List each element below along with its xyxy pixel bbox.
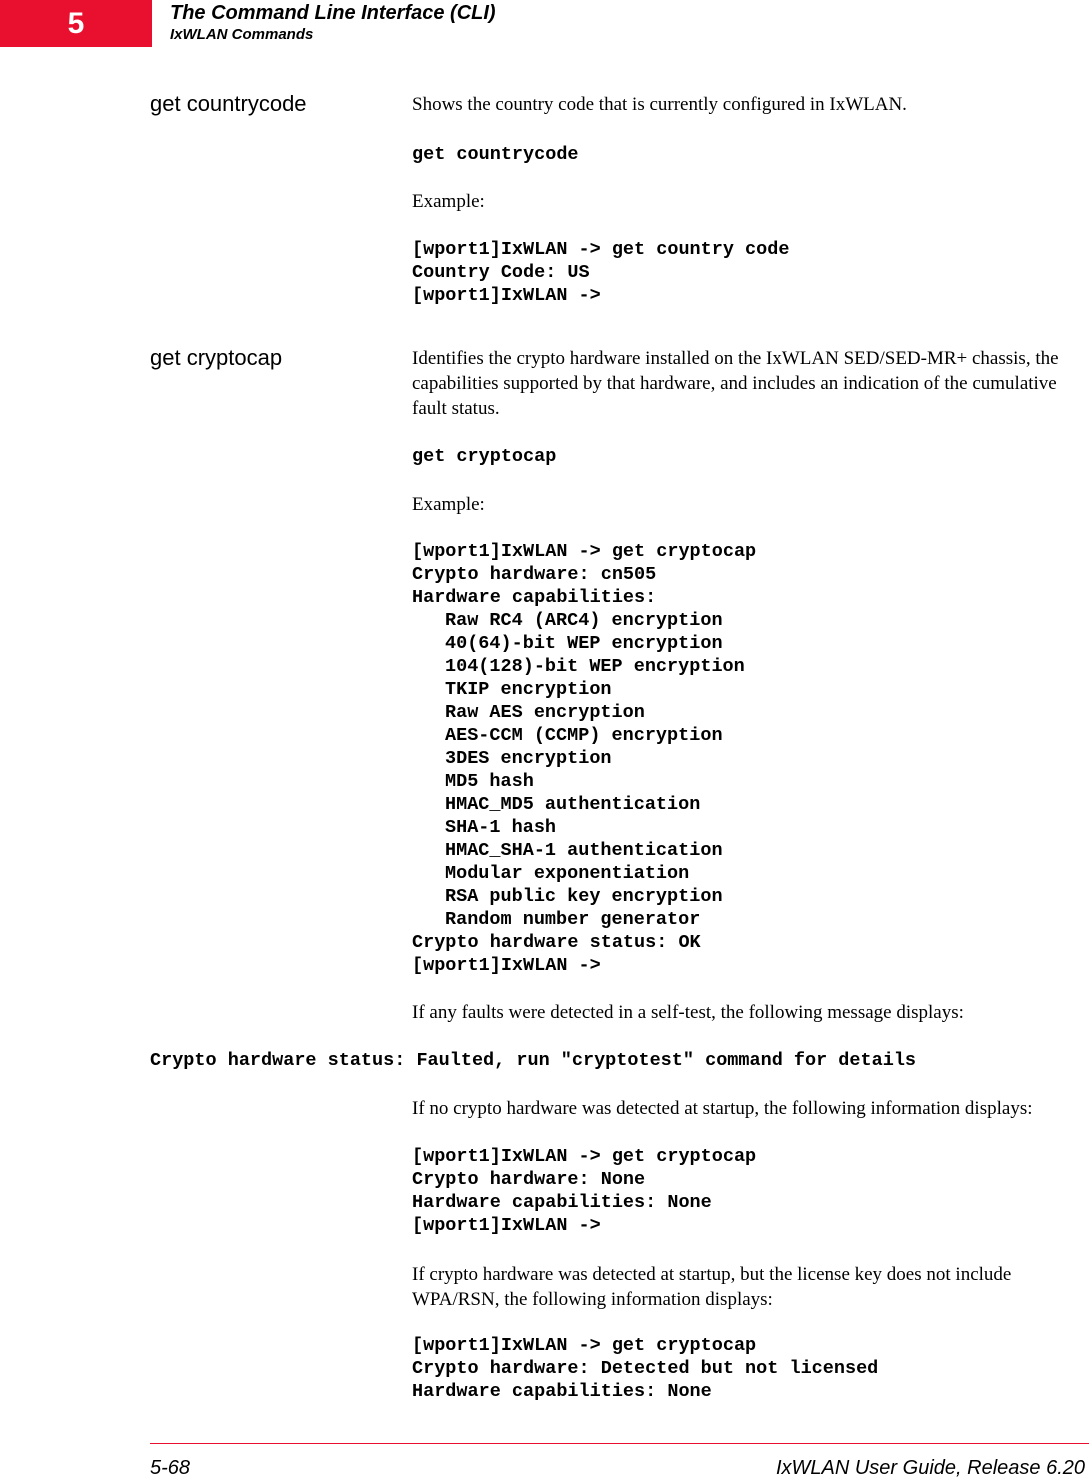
cryptocap-syntax: get cryptocap [412, 446, 557, 467]
capability-line: SHA-1 hash [445, 817, 557, 838]
footer-divider [150, 1443, 1089, 1444]
capability-line: HMAC_MD5 authentication [445, 794, 701, 815]
code-line: Crypto hardware: None [412, 1169, 646, 1190]
capability-line: Random number generator [445, 909, 701, 930]
capability-line: MD5 hash [445, 771, 534, 792]
code-line: Crypto hardware: Detected but not licensed [412, 1358, 879, 1379]
code-line: Country Code: US [412, 262, 590, 283]
countrycode-example-block [412, 238, 789, 307]
code-line: Hardware capabilities: [412, 587, 657, 608]
capability-line: Raw RC4 (ARC4) encryption [445, 610, 723, 631]
section-title-cryptocap: get cryptocap [150, 345, 283, 370]
faults-intro: If any faults were detected in a self-test, the following message displays: [412, 1002, 964, 1023]
page-number: 5-68 [150, 1457, 191, 1479]
code-line: [wport1]IxWLAN -> [412, 955, 601, 976]
faults-message: Crypto hardware status: Faulted, run "cryptotest" command for details [150, 1050, 917, 1071]
countrycode-example-label: Example: [412, 191, 485, 212]
chapter-number-tab: 5 [0, 0, 152, 47]
cryptocap-example-label: Example: [412, 494, 485, 515]
countrycode-description: Shows the country code that is currently configured in IxWLAN. [412, 94, 907, 115]
code-line: [wport1]IxWLAN -> [412, 1215, 601, 1236]
capability-line: 3DES encryption [445, 748, 612, 769]
code-line: [wport1]IxWLAN -> get cryptocap [412, 541, 757, 562]
countrycode-syntax: get countrycode [412, 144, 579, 165]
code-line: [wport1]IxWLAN -> get cryptocap [412, 1146, 757, 1167]
code-line: Hardware capabilities: None [412, 1192, 712, 1213]
header-title: The Command Line Interface (CLI) [170, 2, 496, 24]
code-line: Crypto hardware: cn505 [412, 564, 657, 585]
code-line: Crypto hardware status: OK [412, 932, 701, 953]
no-hardware-example-block [412, 1145, 756, 1237]
code-line: Hardware capabilities: None [412, 1381, 712, 1402]
capability-line: 40(64)-bit WEP encryption [445, 633, 723, 654]
footer-doc-title: IxWLAN User Guide, Release 6.20 [775, 1457, 1085, 1479]
capability-line: TKIP encryption [445, 679, 612, 700]
no-license-intro: If crypto hardware was detected at startup, but the license key does not include WPA/RSN, the following information displays: [412, 1264, 1012, 1310]
cryptocap-description: Identifies the crypto hardware installed on the IxWLAN SED/SED-MR+ chassis, the capabilities supported by that hardware, and includes an indication of the cumulative fault status. [412, 348, 1059, 419]
header-subtitle: IxWLAN Commands [170, 26, 314, 43]
capability-line: AES-CCM (CCMP) encryption [445, 725, 723, 746]
code-line: [wport1]IxWLAN -> [412, 285, 601, 306]
capability-line: 104(128)-bit WEP encryption [445, 656, 745, 677]
no-hardware-intro: If no crypto hardware was detected at startup, the following information displays: [412, 1098, 1033, 1119]
capability-line: Raw AES encryption [445, 702, 645, 723]
capability-line: HMAC_SHA-1 authentication [445, 840, 723, 861]
capability-line: RSA public key encryption [445, 886, 723, 907]
code-line: [wport1]IxWLAN -> get country code [412, 239, 790, 260]
cryptocap-example-block [412, 540, 756, 977]
capability-line: Modular exponentiation [445, 863, 690, 884]
code-line: [wport1]IxWLAN -> get cryptocap [412, 1335, 757, 1356]
section-title-countrycode: get countrycode [150, 91, 307, 116]
no-license-example-block [412, 1334, 878, 1403]
